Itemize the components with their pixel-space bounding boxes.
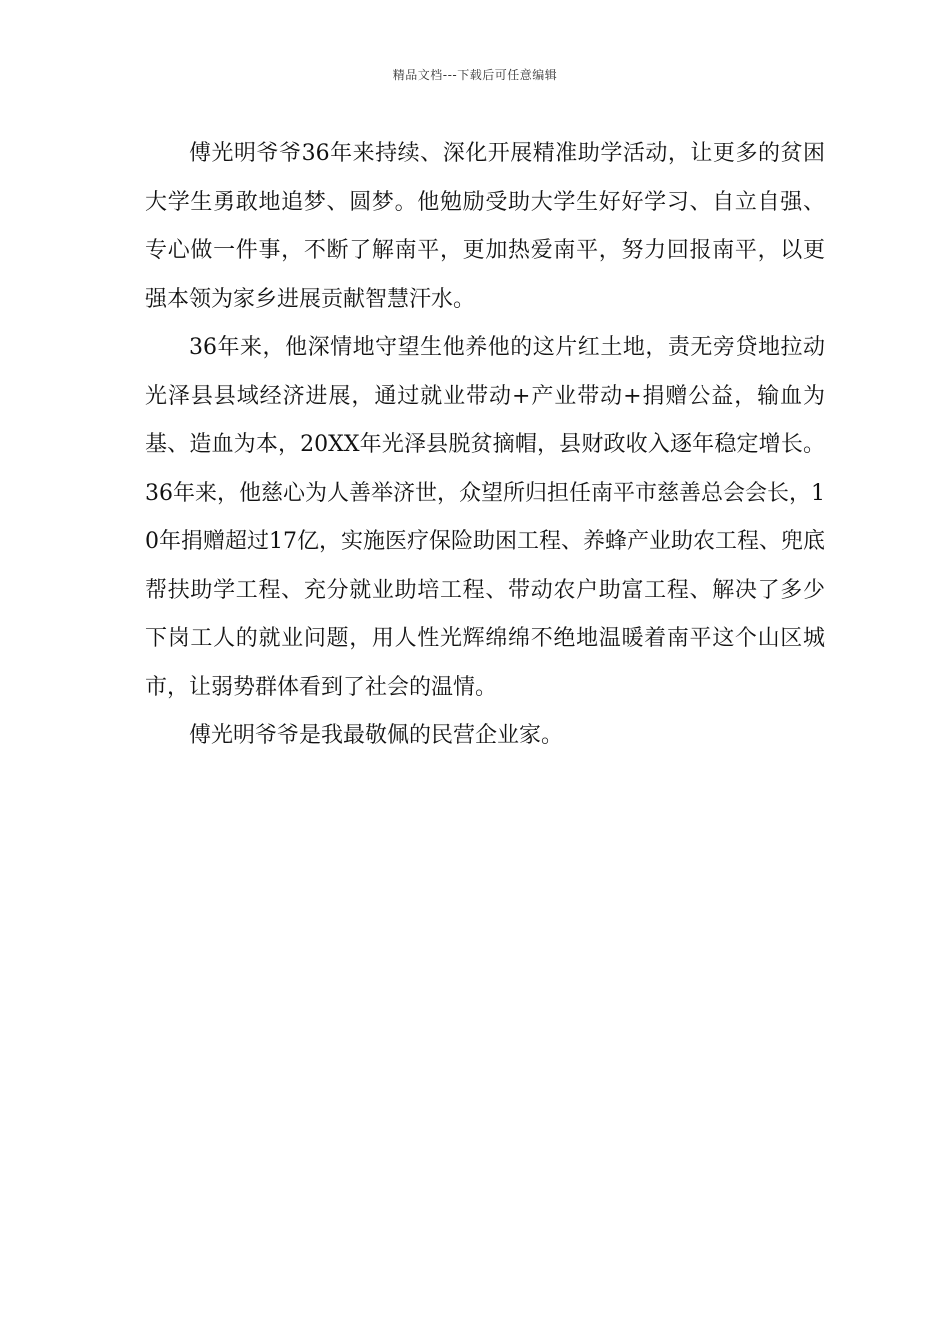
paragraph-1: 傅光明爷爷36年来持续、深化开展精准助学活动，让更多的贫困大学生勇敢地追梦、圆梦。他勉励受助大学生好好学习、自立自强、专心做一件事，不断了解南平，更加热爱南平，努力回报南平，以更强本领为家乡进展贡献智慧汗水。: [145, 141, 825, 312]
document-body: [145, 130, 825, 761]
paragraph-3: 傅光明爷爷是我最敬佩的民营企业家。: [189, 723, 564, 748]
paragraph-2: 36年来，他深情地守望生他养他的这片红土地，责无旁贷地拉动光泽县县域经济进展，通过就业带动+产业带动+捐赠公益，输血为基、造血为本，20XX年光泽县脱贫摘帽，县财政收入逐年稳定增长。36年来，他慈心为人善举济世，众望所归担任南平市慈善总会会长，10年捐赠超过17亿，实施医疗保险助困工程、养蜂产业助农工程、兜底帮扶助学工程、充分就业助培工程、带动农户助富工程、解决了多少下岗工人的就业问题，用人性光辉绵绵不绝地温暖着南平这个山区城市，让弱势群体看到了社会的温情。: [145, 335, 825, 700]
page-header: 精品文档---下载后可任意编辑: [392, 68, 558, 82]
